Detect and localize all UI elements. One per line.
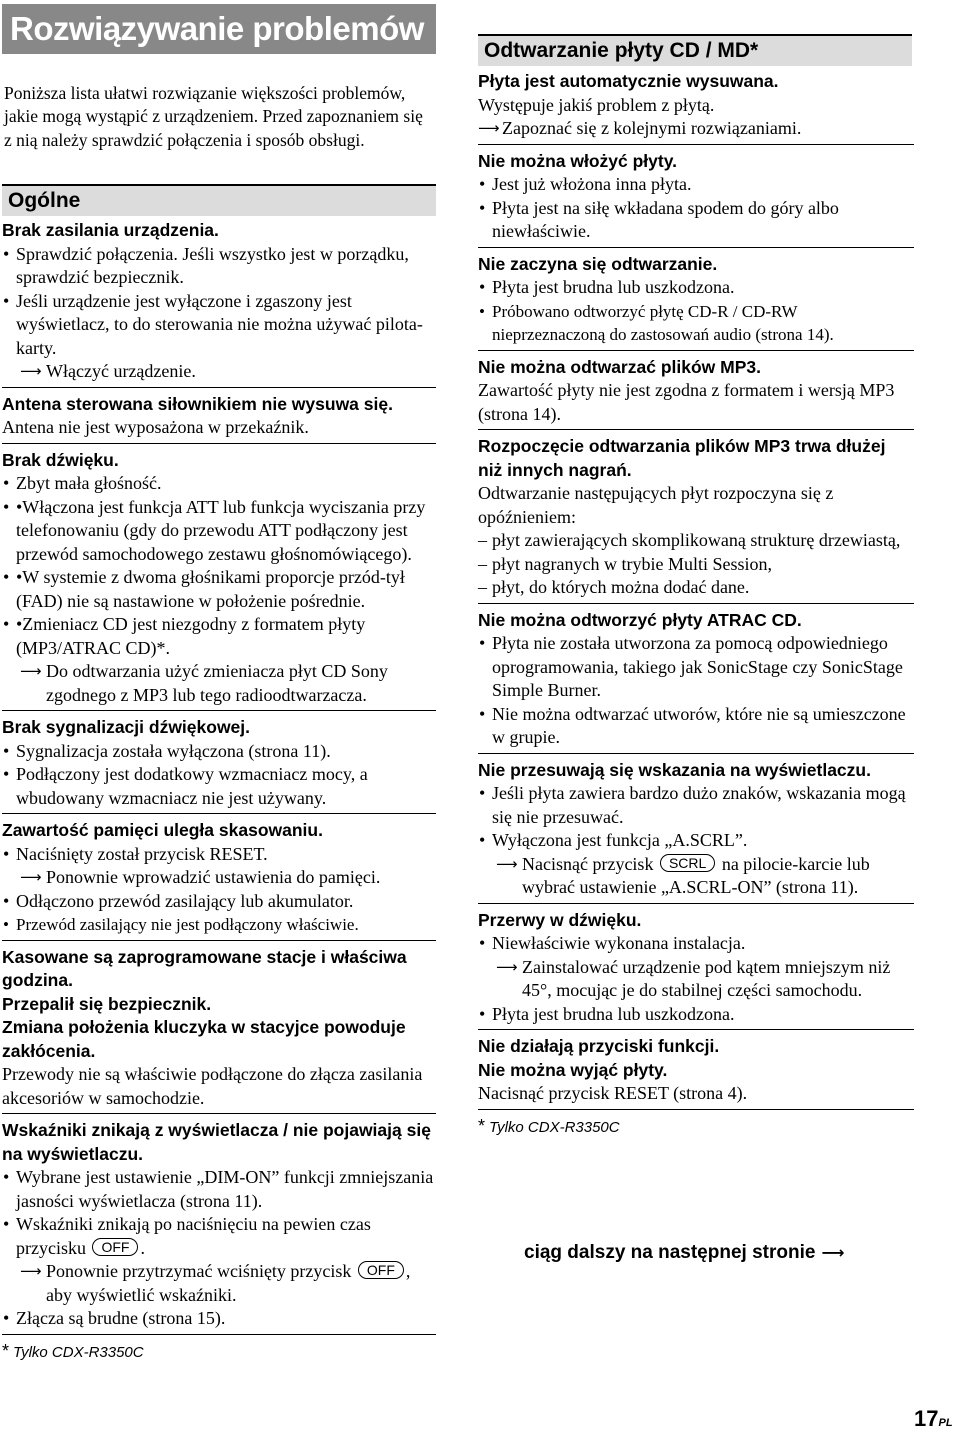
cause-item: – płyt, do których można dodać dane.: [478, 576, 914, 600]
problem-heading: Brak dźwięku.: [2, 449, 119, 470]
problem-heading: Nie przesuwają się wskazania na wyświetlaczu.: [478, 759, 871, 780]
problem-antenna: [2, 393, 436, 444]
arrow-right-icon: ⟶: [478, 119, 500, 137]
cause-item: • Płyta jest na siłę wkładana spodem do góry albo niewłaściwie.: [478, 197, 914, 244]
cause-item: • Nie można odtwarzać utworów, które nie są umieszczone w grupie.: [478, 703, 914, 750]
problem-heading: Brak zasilania urządzenia.: [2, 220, 219, 240]
problem-heading: Nie można odtworzyć płyty ATRAC CD.: [478, 609, 802, 630]
cause-item: • Płyta jest brudna lub uszkodzona.: [478, 276, 914, 300]
solution-item: Zainstalować urządzenie pod kątem mniejszym niż 45°, mocując je do stabilnej części samochodu.: [522, 956, 891, 1000]
solution-item: Włączyć urządzenie.: [46, 361, 196, 381]
footnote-right: [478, 1115, 914, 1142]
page-number: [914, 1406, 953, 1432]
problem-atrac: [478, 609, 914, 754]
problem-auto-eject: [478, 70, 914, 145]
arrow-right-icon: ⟶: [496, 957, 518, 976]
footnote-text: Tylko CDX-R3350C: [13, 1343, 144, 1361]
cause-item: • Sprawdzić połączenia. Jeśli wszystko jest w porządku, sprawdzić bezpiecznik.: [2, 243, 436, 290]
problem-no-sound: [2, 449, 436, 712]
cause-text: Zawartość płyty nie jest zgodna z formatem i wersją MP3 (strona 14).: [478, 380, 895, 424]
cause-item: • Złącza są brudne (strona 15).: [2, 1307, 436, 1331]
solution-item: Ponownie przytrzymać wciśnięty przycisk: [46, 1261, 352, 1281]
cause-item: • •W systemie z dwoma głośnikami proporcje przód-tył (FAD) nie są nastawione w położenie pośrednie.: [2, 566, 436, 613]
asterisk-icon: *: [478, 1115, 486, 1136]
arrow-right-icon: ⟶: [496, 854, 518, 873]
page-title: Rozwiązywanie problemów: [2, 4, 436, 54]
problem-heading: Nie można wyjąć płyty.: [478, 1059, 668, 1080]
off-key-icon: OFF: [358, 1261, 404, 1279]
section-header-playback: Odtwarzanie płyty CD / MD*: [478, 34, 912, 66]
cause-text: Odtwarzanie następujących płyt rozpoczyna się z opóźnieniem:: [478, 483, 834, 527]
solution-item: na pilocie-karcie lub wybrać ustawienie „A.SCRL-ON” (strona 11).: [522, 853, 870, 897]
arrow-right-icon: ⟶: [20, 868, 42, 886]
footnote-text: Tylko CDX-R3350C: [489, 1118, 620, 1136]
page-language: PL: [938, 1417, 953, 1429]
problem-heading: Brak sygnalizacji dźwiękowej.: [2, 717, 251, 737]
cause-item: • Płyta nie została utworzona za pomocą odpowiedniego oprogramowania, takiego jak SonicStage czy SonicStage Simple Burner.: [478, 632, 914, 703]
problem-heading: Kasowane są zaprogramowane stacje i właściwa godzina.: [2, 946, 407, 990]
problem-buttons: [478, 1035, 914, 1110]
cause-item: • Zbyt mała głośność.: [2, 472, 436, 496]
solution-item: Do odtwarzania użyć zmieniacza płyt CD Sony zgodnego z MP3 lub tego radioodtwarzacza.: [46, 661, 388, 705]
arrow-right-icon: ⟶: [20, 662, 42, 680]
solution-text: Nacisnąć przycisk RESET (strona 4).: [478, 1083, 748, 1103]
problem-heading: Wskaźniki znikają z wyświetlacza / nie pojawiają się na wyświetlaczu.: [2, 1120, 431, 1164]
arrow-right-icon: ⟶: [821, 1243, 845, 1262]
cause-item: • Odłączono przewód zasilający lub akumulator.: [2, 890, 436, 914]
problem-no-power: [2, 219, 436, 388]
playback-troubleshooting-list: [478, 70, 914, 1147]
problem-heading: Przepalił się bezpiecznik.: [2, 993, 212, 1014]
cause-item: • Sygnalizacja została wyłączona (strona 11).: [2, 740, 436, 764]
arrow-right-icon: ⟶: [20, 362, 42, 380]
solution-item: , aby wyświetlić wskaźniki.: [46, 1261, 411, 1305]
problem-memory-erased: [2, 819, 436, 941]
off-key-icon: OFF: [92, 1238, 138, 1256]
cause-item: • Próbowano odtworzyć płytę CD-R / CD-RW nieprzeznaczoną do zastosowań audio (strona 14).: [478, 300, 914, 347]
problem-mp3: [478, 356, 914, 431]
problem-heading: Zawartość pamięci uległa skasowaniu.: [2, 820, 323, 840]
problem-heading: Nie działają przyciski funkcji.: [478, 1036, 720, 1056]
problem-heading: Płyta jest automatycznie wysuwana.: [478, 71, 779, 91]
cause-item: • Przewód zasilający nie jest podłączony właściwie.: [2, 913, 436, 937]
cause-item: • Jeśli płyta zawiera bardzo dużo znaków, wskazania mogą się nie przesuwać.: [478, 782, 914, 829]
cause-item: • Naciśnięty został przycisk RESET.: [2, 843, 436, 867]
problem-indicators: [2, 1119, 436, 1335]
cause-item: – płyt zawierających skomplikowaną strukturę drzewiastą,: [478, 529, 914, 553]
cause-item: • Jeśli urządzenie jest wyłączone i zgaszony jest wyświetlacz, to do sterowania nie można używać pilota-karty.: [2, 290, 436, 361]
continued-note: [524, 1242, 844, 1264]
problem-heading: Zmiana położenia kluczyka w stacyjce powoduje zakłócenia.: [2, 1017, 406, 1061]
solution-item: Ponownie wprowadzić ustawienia do pamięci.: [46, 867, 381, 887]
cause-item: – płyt nagranych w trybie Multi Session,: [478, 553, 914, 577]
problem-heading: Przerwy w dźwięku.: [478, 909, 642, 930]
cause-item: • Płyta jest brudna lub uszkodzona.: [478, 1003, 914, 1027]
problem-heading: Nie można odtwarzać plików MP3.: [478, 356, 761, 377]
cause-item: • Niewłaściwie wykonana instalacja.: [478, 932, 914, 956]
problem-no-playback: [478, 253, 914, 351]
problem-heading: Nie zaczyna się odtwarzanie.: [478, 253, 718, 274]
section-header-general: Ogólne: [2, 184, 436, 216]
problem-mp3-slow: [478, 435, 914, 604]
scrl-key-icon: SCRL: [660, 854, 715, 872]
cause-text: Występuje jakiś problem z płytą.: [478, 94, 715, 115]
cause-item: • •Włączona jest funkcja ATT lub funkcja wyciszania przy telefonowaniu (gdy do przewodu ATT podłączony jest przewód samochodowego zestawu głośnomówiącego).: [2, 496, 436, 567]
problem-skipping: [478, 909, 914, 1031]
asterisk-icon: *: [2, 1340, 10, 1361]
problem-presets-erased: [2, 946, 436, 1115]
problem-heading: Rozpoczęcie odtwarzania plików MP3 trwa dłużej niż innych nagrań.: [478, 436, 886, 480]
problem-heading: Antena sterowana siłownikiem nie wysuwa się.: [2, 393, 393, 414]
solution-item: Nacisnąć przycisk: [522, 853, 654, 874]
solution-item: Zapoznać się z kolejnymi rozwiązaniami.: [502, 118, 802, 138]
page-number-value: 17: [914, 1406, 939, 1431]
intro-paragraph: Poniższa lista ułatwi rozwiązanie większości problemów, jakie mogą wystąpić z urządzeniem. Przed zapoznaniem się z nią należy sprawdzić połączenia i sposób obsługi.: [4, 82, 423, 150]
cause-text: Wskaźniki znikają po naciśnięciu na pewien czas przycisku: [16, 1214, 371, 1258]
problem-no-beep: [2, 716, 436, 814]
cause-item: • Wybrane jest ustawienie „DIM-ON” funkcji zmniejszania jasności wyświetlacza (strona 11).: [2, 1166, 436, 1213]
cause-item: • Podłączony jest dodatkowy wzmacniacz mocy, a wbudowany wzmacniacz nie jest używany.: [2, 763, 436, 810]
continued-text: ciąg dalszy na następnej stronie: [524, 1242, 816, 1263]
cause-item: • Wyłączona jest funkcja „A.SCRL”.: [478, 829, 914, 853]
cause-item: [2, 1213, 436, 1260]
problem-cannot-insert: [478, 150, 914, 248]
general-troubleshooting-list: [2, 219, 436, 1372]
cause-text: .: [140, 1237, 145, 1258]
cause-text: Przewody nie są właściwie podłączone do złącza zasilania akcesoriów w samochodzie.: [2, 1064, 423, 1108]
arrow-right-icon: ⟶: [20, 1262, 42, 1280]
cause-text: Antena nie jest wyposażona w przekaźnik.: [2, 417, 309, 437]
problem-heading: Nie można włożyć płyty.: [478, 150, 678, 171]
footnote-left: [2, 1340, 436, 1367]
cause-item: • Jest już włożona inna płyta.: [478, 173, 914, 197]
problem-no-scroll: [478, 759, 914, 904]
cause-item: • •Zmieniacz CD jest niezgodny z formatem płyty (MP3/ATRAC CD)*.: [2, 613, 436, 660]
